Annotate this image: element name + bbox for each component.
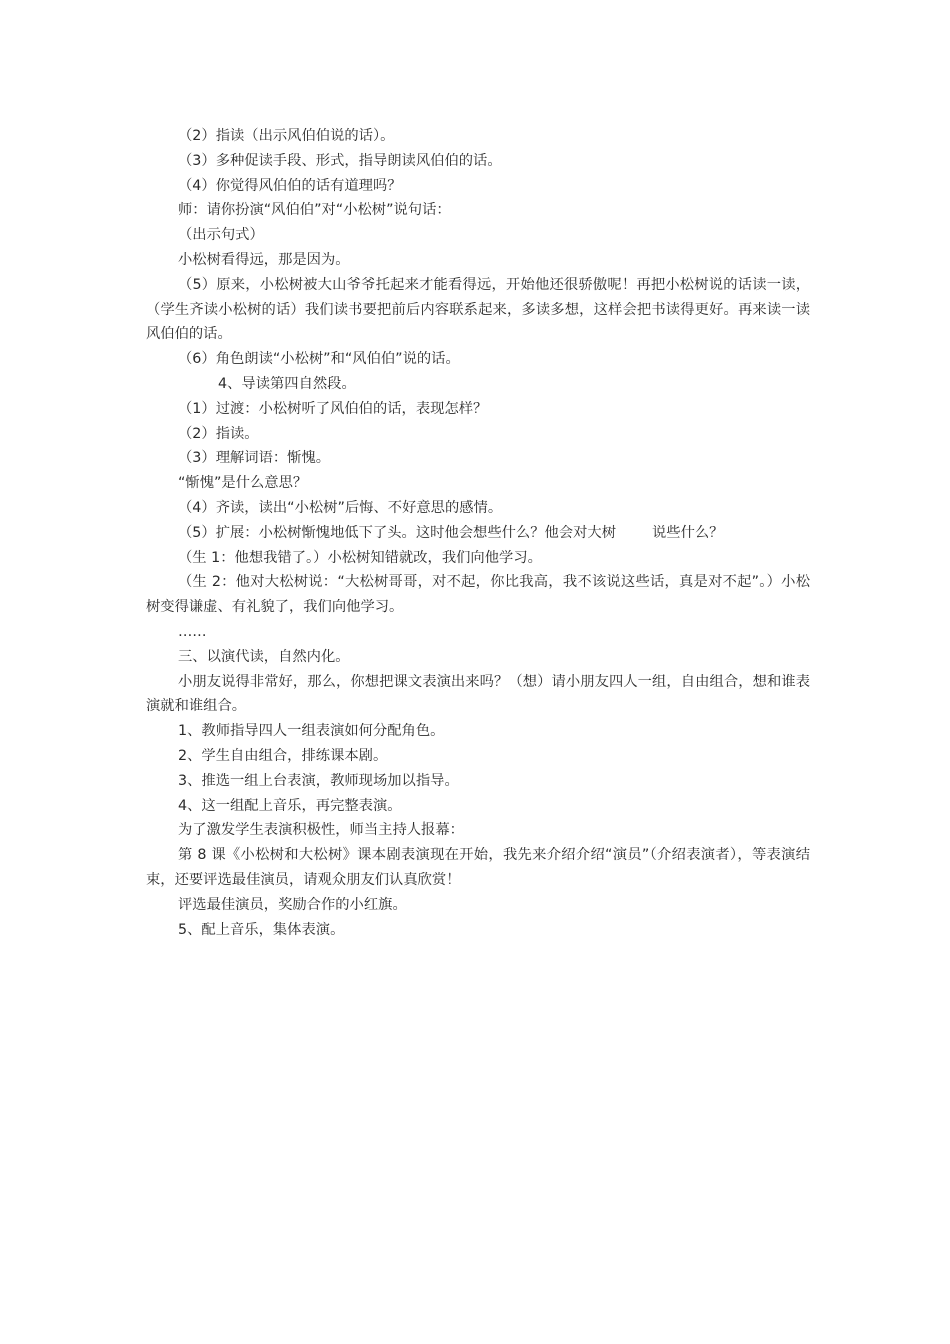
- section-heading: 三、以演代读，自然内化。: [178, 648, 350, 665]
- text-line: （出示句式）: [178, 227, 264, 244]
- document-body: [146, 124, 810, 942]
- text-line: 评选最佳演员，奖励合作的小红旗。: [178, 896, 407, 913]
- paragraph: （5）原来，小松树被大山爷爷托起来才能看得远，开始他还很骄傲呢！再把小松树说的话读一读，（学生齐读小松树的话）我们读书要把前后内容联系起来，多读多想，这样会把书读得更好。再来读一读风伯伯的话。: [146, 276, 810, 343]
- text-line: （6）角色朗读“小松树”和“风伯伯”说的话。: [178, 351, 460, 368]
- text-line: （2）指读。: [178, 425, 259, 442]
- list-item: 5、配上音乐，集体表演。: [178, 921, 345, 938]
- list-item: 4、这一组配上音乐，再完整表演。: [178, 797, 402, 814]
- list-item: 3、推选一组上台表演，教师现场加以指导。: [178, 772, 459, 789]
- text-line: （1）过渡：小松树听了风伯伯的话，表现怎样？: [178, 400, 488, 417]
- text-line: 为了激发学生表演积极性，师当主持人报幕：: [178, 822, 464, 839]
- paragraph: 小朋友说得非常好，那么，你想把课文表演出来吗？（想）请小朋友四人一组，自由组合，想和谁表演就和谁组合。: [146, 673, 810, 715]
- text-line: 小松树看得远，那是因为。: [178, 251, 350, 268]
- text-line: 师：请你扮演“风伯伯”对“小松树”说句话：: [178, 202, 451, 219]
- ellipsis: ……: [178, 623, 207, 640]
- text-line: （4）齐读，读出“小松树”后悔、不好意思的感情。: [178, 499, 503, 516]
- list-item: 1、教师指导四人一组表演如何分配角色。: [178, 723, 445, 740]
- text-line: （生 1：他想我错了。）小松树知错就改，我们向他学习。: [178, 549, 542, 566]
- list-item: 2、学生自由组合，排练课本剧。: [178, 747, 388, 764]
- text-line: “惭愧”是什么意思？: [178, 475, 308, 492]
- text-line: （3）多种促读手段、形式，指导朗读风伯伯的话。: [178, 152, 502, 169]
- text-segment: 说些什么？: [652, 524, 724, 541]
- paragraph: （生 2：他对大松树说：“大松树哥哥，对不起，你比我高，我不该说这些话，真是对不起”。）小松树变得谦虚、有礼貌了，我们向他学习。: [146, 574, 810, 616]
- section-heading: 4、导读第四自然段。: [218, 375, 356, 392]
- text-line: （3）理解词语：惭愧。: [178, 450, 331, 467]
- text-line: （4）你觉得风伯伯的话有道理吗？: [178, 177, 402, 194]
- paragraph: 第 8 课《小松树和大松树》课本剧表演现在开始，我先来介绍介绍“演员”（介绍表演者），等表演结束，还要评选最佳演员，请观众朋友们认真欣赏！: [146, 847, 810, 888]
- text-line: （2）指读（出示风伯伯说的话）。: [178, 128, 395, 144]
- text-segment: （5）扩展：小松树惭愧地低下了头。这时他会想些什么？他会对大树: [178, 524, 616, 541]
- text-line: [146, 521, 810, 546]
